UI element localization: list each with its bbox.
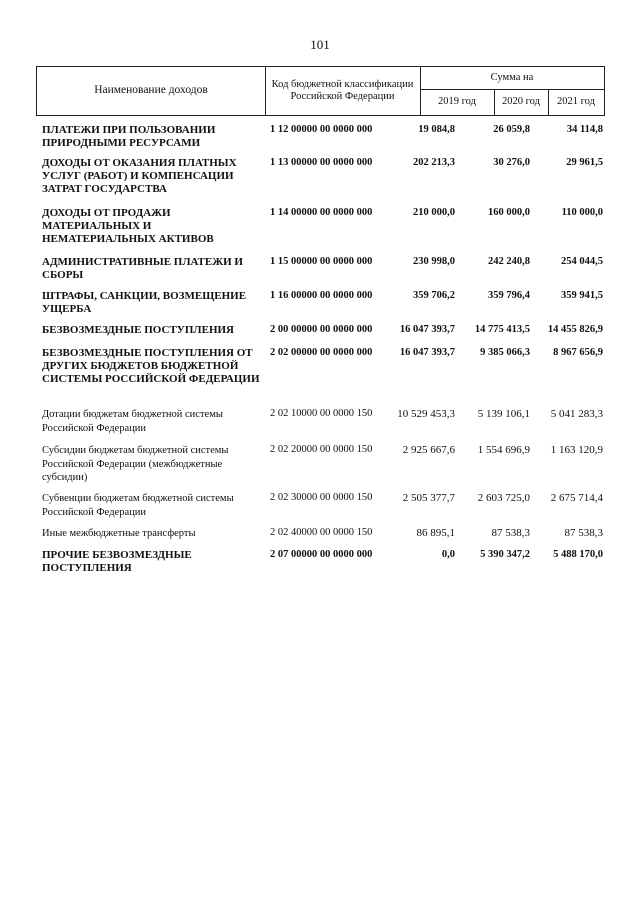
row-value-2019: 10 529 453,3 [397, 408, 455, 420]
header-code: Код бюджетной классификации Российской Федерации [265, 67, 421, 115]
row-name: Иные межбюджетные трансферты [42, 528, 196, 539]
row-code: 1 12 00000 00 0000 000 [270, 124, 373, 135]
row-value-2021: 2 675 714,4 [550, 492, 603, 504]
row-value-2020: 1 554 696,9 [477, 444, 530, 456]
header-sum: Сумма на [420, 67, 604, 90]
row-name: ДОХОДЫ ОТ ОКАЗАНИЯ ПЛАТНЫХ УСЛУГ (РАБОТ) И КОМПЕНСАЦИИ ЗАТРАТ ГОСУДАРСТВА [42, 157, 237, 196]
row-value-2020: 87 538,3 [491, 527, 530, 539]
row-value-2020: 5 139 106,1 [477, 408, 530, 420]
row-value-2019: 0,0 [441, 549, 455, 560]
row-value-2021: 34 114,8 [566, 124, 603, 135]
row-value-2019: 210 000,0 [413, 207, 455, 218]
row-value-2019: 2 505 377,7 [402, 492, 455, 504]
row-value-2021: 8 967 656,9 [553, 347, 603, 358]
row-value-2021: 5 041 283,3 [550, 408, 603, 420]
row-value-2020: 9 385 066,3 [480, 347, 530, 358]
row-value-2020: 14 775 413,5 [474, 324, 530, 335]
row-value-2020: 5 390 347,2 [480, 549, 530, 560]
row-value-2019: 230 998,0 [413, 256, 455, 267]
row-code: 2 07 00000 00 0000 000 [270, 549, 373, 560]
row-name: ПРОЧИЕ БЕЗВОЗМЕЗДНЫЕ ПОСТУПЛЕНИЯ [42, 549, 192, 575]
row-code: 2 02 40000 00 0000 150 [270, 527, 373, 538]
row-code: 2 02 30000 00 0000 150 [270, 492, 373, 503]
row-value-2019: 202 213,3 [413, 157, 455, 168]
row-name: АДМИНИСТРАТИВНЫЕ ПЛАТЕЖИ И СБОРЫ [42, 256, 243, 282]
row-name: БЕЗВОЗМЕЗДНЫЕ ПОСТУПЛЕНИЯ [42, 324, 234, 336]
row-value-2020: 2 603 725,0 [477, 492, 530, 504]
row-code: 1 16 00000 00 0000 000 [270, 290, 373, 301]
row-value-2020: 30 276,0 [493, 157, 530, 168]
row-value-2019: 2 925 667,6 [402, 444, 455, 456]
row-value-2021: 110 000,0 [561, 207, 603, 218]
row-code: 1 15 00000 00 0000 000 [270, 256, 373, 267]
row-code: 2 02 00000 00 0000 000 [270, 347, 373, 358]
row-value-2021: 87 538,3 [564, 527, 603, 539]
row-value-2021: 29 961,5 [566, 157, 603, 168]
row-name: ДОХОДЫ ОТ ПРОДАЖИ МАТЕРИАЛЬНЫХ И НЕМАТЕРИАЛЬНЫХ АКТИВОВ [42, 207, 214, 246]
row-value-2019: 359 706,2 [413, 290, 455, 301]
row-name: БЕЗВОЗМЕЗДНЫЕ ПОСТУПЛЕНИЯ ОТ ДРУГИХ БЮДЖЕТОВ БЮДЖЕТНОЙ СИСТЕМЫ РОССИЙСКОЙ ФЕДЕРАЦИИ [42, 347, 260, 386]
row-code: 2 02 10000 00 0000 150 [270, 408, 373, 419]
header-name: Наименование доходов [37, 67, 266, 115]
row-name: Субвенции бюджетам бюджетной системы Российской Федерации [42, 493, 234, 518]
row-code: 1 14 00000 00 0000 000 [270, 207, 373, 218]
row-code: 2 00 00000 00 0000 000 [270, 324, 373, 335]
row-value-2020: 26 059,8 [493, 124, 530, 135]
row-name: Дотации бюджетам бюджетной системы Российской Федерации [42, 409, 223, 434]
row-code: 2 02 20000 00 0000 150 [270, 444, 373, 455]
header-year-2019: 2019 год [420, 89, 495, 115]
header-year-2020: 2020 год [494, 89, 549, 115]
row-value-2019: 19 084,8 [418, 124, 455, 135]
row-value-2021: 5 488 170,0 [553, 549, 603, 560]
table-header [36, 66, 605, 116]
row-value-2020: 242 240,8 [488, 256, 530, 267]
row-name: ШТРАФЫ, САНКЦИИ, ВОЗМЕЩЕНИЕ УЩЕРБА [42, 290, 247, 316]
row-value-2020: 160 000,0 [488, 207, 530, 218]
page-number: 101 [310, 37, 330, 52]
row-name: Субсидии бюджетам бюджетной системы Российской Федерации (межбюджетные субсидии) [42, 445, 229, 484]
row-value-2021: 254 044,5 [561, 256, 603, 267]
row-name: ПЛАТЕЖИ ПРИ ПОЛЬЗОВАНИИ ПРИРОДНЫМИ РЕСУРСАМИ [42, 124, 216, 150]
row-code: 1 13 00000 00 0000 000 [270, 157, 373, 168]
row-value-2019: 86 895,1 [416, 527, 455, 539]
row-value-2020: 359 796,4 [488, 290, 530, 301]
row-value-2019: 16 047 393,7 [399, 347, 455, 358]
row-value-2021: 14 455 826,9 [547, 324, 603, 335]
header-year-2021: 2021 год [557, 95, 595, 107]
row-value-2021: 359 941,5 [561, 290, 603, 301]
row-value-2019: 16 047 393,7 [399, 324, 455, 335]
row-value-2021: 1 163 120,9 [550, 444, 603, 456]
